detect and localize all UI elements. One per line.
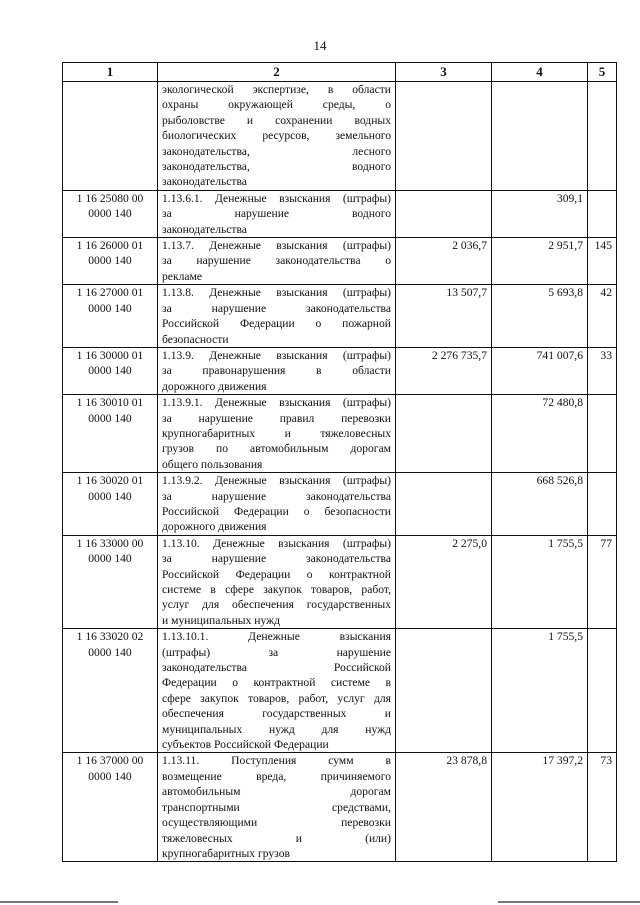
description-line: дорожного движения — [162, 379, 267, 393]
description-cell — [158, 190, 396, 237]
description-line: возмещение вреда, причиняемого — [162, 769, 391, 783]
budget-code-line: 1 16 30000 01 — [76, 348, 144, 362]
description-cell — [158, 629, 396, 753]
percent-col5-cell — [588, 82, 617, 191]
percent-col5-cell — [588, 395, 617, 473]
description-cell — [158, 535, 396, 628]
budget-code-line: 1 16 33000 00 — [76, 536, 144, 550]
percent-col5-cell: 77 — [588, 535, 617, 628]
description-line: и муниципальных нужд — [162, 613, 281, 627]
budget-code-cell — [63, 473, 158, 536]
amount-col3-cell: 2 036,7 — [396, 238, 492, 285]
description-line: транспортными средствами, — [162, 800, 391, 814]
amount-col3-cell: 2 276 735,7 — [396, 347, 492, 394]
budget-code-cell — [63, 395, 158, 473]
description-cell — [158, 285, 396, 348]
budget-code-line: 0000 140 — [88, 645, 132, 659]
percent-col5-cell: 42 — [588, 285, 617, 348]
budget-code-cell — [63, 347, 158, 394]
table-row — [63, 285, 617, 348]
budget-code-cell — [63, 629, 158, 753]
budget-code-line: 0000 140 — [88, 254, 132, 268]
description-line: 1.13.9.1. Денежные взыскания (штрафы) — [162, 396, 391, 410]
budget-code-line: 1 16 37000 00 — [76, 754, 144, 768]
description-line: Российской Федерации о безопасности — [162, 504, 391, 518]
budget-code-cell — [63, 82, 158, 191]
budget-revenue-table — [62, 62, 617, 862]
description-line: грузов по автомобильным дорогам — [162, 442, 391, 456]
budget-code-cell — [63, 285, 158, 348]
percent-col5-cell — [588, 473, 617, 536]
amount-col4-cell: 17 397,2 — [492, 753, 588, 862]
budget-code-cell — [63, 535, 158, 628]
table-row — [63, 535, 617, 628]
table-row — [63, 347, 617, 394]
column-header-1: 1 — [63, 63, 158, 82]
budget-code-line: 0000 140 — [88, 364, 132, 378]
table-row — [63, 395, 617, 473]
budget-code-line: 0000 140 — [88, 769, 132, 783]
amount-col3-cell — [396, 473, 492, 536]
column-header-4: 4 — [492, 63, 588, 82]
description-line: осуществляющими перевозки — [162, 816, 391, 830]
budget-code-cell — [63, 753, 158, 862]
description-line: 1.13.6.1. Денежные взыскания (штрафы) — [162, 191, 391, 205]
budget-code-line: 1 16 26000 01 — [76, 239, 144, 253]
amount-col4-cell: 741 007,6 — [492, 347, 588, 394]
percent-col5-cell: 33 — [588, 347, 617, 394]
amount-col3-cell — [396, 190, 492, 237]
budget-code-line: 1 16 30020 01 — [76, 474, 144, 488]
description-line: субъектов Российской Федерации — [162, 738, 329, 752]
description-cell — [158, 82, 396, 191]
amount-col4-cell: 668 526,8 — [492, 473, 588, 536]
description-line: 1.13.10.1. Денежные взыскания — [162, 630, 391, 644]
scan-edge-mark — [498, 901, 640, 903]
description-line: безопасности — [162, 332, 229, 346]
description-line: рыболовстве и сохранении водных — [162, 113, 391, 127]
description-line: крупногабаритных грузов — [162, 846, 290, 860]
amount-col4-cell — [492, 82, 588, 191]
amount-col3-cell — [396, 395, 492, 473]
description-line: законодательства, водного — [162, 160, 391, 174]
page-number: 14 — [313, 38, 327, 53]
amount-col4-cell: 2 951,7 — [492, 238, 588, 285]
description-line: 1.13.9. Денежные взыскания (штрафы) — [162, 348, 391, 362]
description-line: законодательства Российской — [162, 661, 391, 675]
table-row — [63, 629, 617, 753]
description-line: Российской Федерации о пожарной — [162, 317, 391, 331]
description-line: 1.13.11. Поступления сумм в — [162, 754, 391, 768]
budget-code-line: 0000 140 — [88, 489, 132, 503]
description-line: системе в сфере закупок товаров, работ, — [162, 583, 391, 596]
budget-code-line: 1 16 33020 02 — [76, 630, 144, 644]
amount-col3-cell: 2 275,0 — [396, 535, 492, 628]
description-line: автомобильным дорогам — [162, 785, 391, 799]
amount-col3-cell: 23 878,8 — [396, 753, 492, 862]
description-line: за нарушение законодательства — [162, 552, 391, 566]
description-line: (штрафы) за нарушение — [162, 645, 391, 659]
description-line: рекламе — [162, 269, 202, 283]
description-line: обеспечения государственных и — [162, 707, 391, 721]
description-line: крупногабаритных и тяжеловесных — [162, 426, 391, 440]
description-cell — [158, 473, 396, 536]
budget-code-line: 1 16 25080 00 — [76, 191, 144, 205]
description-line: Российской Федерации о контрактной — [162, 567, 391, 581]
table-header-row — [63, 63, 617, 82]
description-line: Федерации о контрактной системе в — [162, 676, 391, 690]
table-row — [63, 190, 617, 237]
description-line: за нарушение правил перевозки — [162, 411, 391, 425]
description-line: общего пользования — [162, 457, 263, 471]
description-line: охраны окружающей среды, о — [162, 98, 391, 112]
scan-edge-mark — [0, 901, 118, 903]
description-cell — [158, 238, 396, 285]
description-cell — [158, 753, 396, 862]
description-line: тяжеловесных и (или) — [162, 831, 391, 845]
description-line: за нарушение законодательства — [162, 489, 391, 503]
description-line: за правонарушения в области — [162, 364, 391, 378]
description-cell — [158, 347, 396, 394]
description-line: за нарушение водного — [162, 207, 391, 221]
column-header-2: 2 — [158, 63, 396, 82]
budget-code-line: 0000 140 — [88, 207, 132, 221]
description-line: экологической экспертизе, в области — [162, 83, 391, 96]
budget-code-cell — [63, 190, 158, 237]
description-line: законодательства — [162, 175, 247, 189]
description-cell — [158, 395, 396, 473]
budget-code-cell — [63, 238, 158, 285]
percent-col5-cell — [588, 629, 617, 753]
description-line: законодательства — [162, 222, 247, 236]
amount-col4-cell: 1 755,5 — [492, 629, 588, 753]
amount-col4-cell: 72 480,8 — [492, 395, 588, 473]
description-line: муниципальных нужд для нужд — [162, 722, 391, 736]
table-row — [63, 473, 617, 536]
budget-code-line: 0000 140 — [88, 411, 132, 425]
budget-code-line: 0000 140 — [88, 552, 132, 566]
description-line: 1.13.10. Денежные взыскания (штрафы) — [162, 536, 391, 550]
description-line: 1.13.9.2. Денежные взыскания (штрафы) — [162, 474, 391, 488]
amount-col4-cell: 309,1 — [492, 190, 588, 237]
description-line: 1.13.8. Денежные взыскания (штрафы) — [162, 286, 391, 300]
description-line: законодательства, лесного — [162, 144, 391, 158]
percent-col5-cell — [588, 190, 617, 237]
amount-col4-cell: 5 693,8 — [492, 285, 588, 348]
column-header-3: 3 — [396, 63, 492, 82]
budget-code-line: 0000 140 — [88, 301, 132, 315]
description-line: дорожного движения — [162, 520, 267, 534]
amount-col3-cell: 13 507,7 — [396, 285, 492, 348]
table-row — [63, 238, 617, 285]
percent-col5-cell: 145 — [588, 238, 617, 285]
budget-code-line: 1 16 30010 01 — [76, 396, 144, 410]
description-line: 1.13.7. Денежные взыскания (штрафы) — [162, 239, 391, 253]
percent-col5-cell: 73 — [588, 753, 617, 862]
amount-col4-cell: 1 755,5 — [492, 535, 588, 628]
column-header-5: 5 — [588, 63, 617, 82]
description-line: за нарушение законодательства — [162, 301, 391, 315]
description-line: услуг для обеспечения государственных — [162, 598, 391, 612]
table-row — [63, 82, 617, 191]
amount-col3-cell — [396, 82, 492, 191]
description-line: сфере закупок товаров, работ, услуг для — [162, 691, 391, 705]
table-row — [63, 753, 617, 862]
amount-col3-cell — [396, 629, 492, 753]
table-body — [63, 82, 617, 862]
budget-code-line: 1 16 27000 01 — [76, 286, 144, 300]
description-line: биологических ресурсов, земельного — [162, 129, 391, 143]
description-line: за нарушение законодательства о — [162, 254, 391, 268]
